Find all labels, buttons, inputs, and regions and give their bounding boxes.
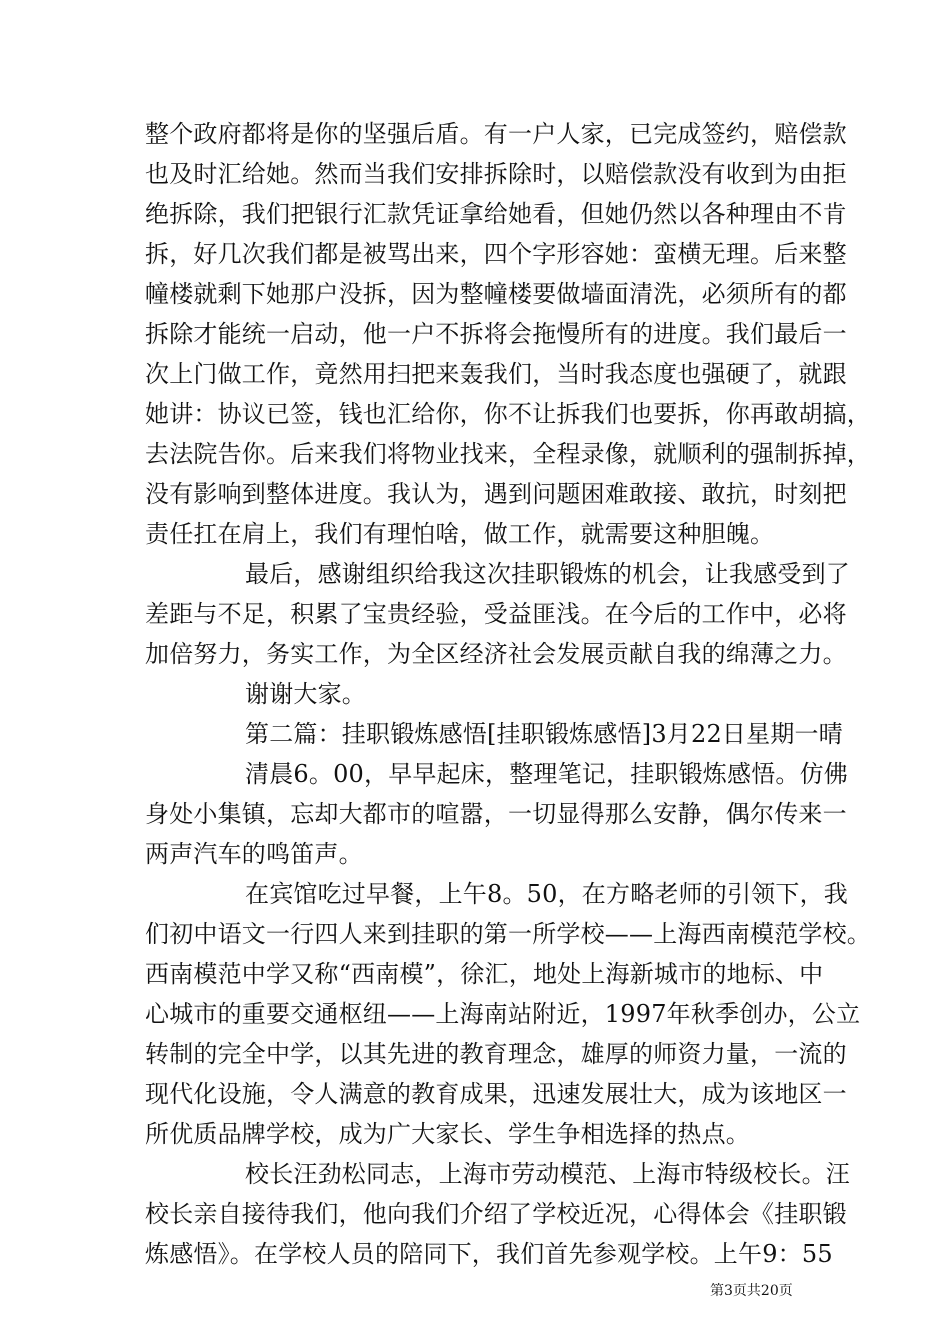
text-line: 拆，好几次我们都是被骂出来，四个字形容她：蛮横无理。后来整 bbox=[145, 240, 847, 268]
text-line: 拆除才能统一启动，他一户不拆将会拖慢所有的进度。我们最后一 bbox=[145, 320, 847, 348]
text-line: 现代化设施，令人满意的教育成果，迅速发展壮大，成为该地区一 bbox=[145, 1080, 847, 1108]
text-line: 炼感悟》。在学校人员的陪同下，我们首先参观学校。上午9：55 bbox=[145, 1240, 833, 1268]
text-line: 们初中语文一行四人来到挂职的第一所学校——上海西南模范学校。 bbox=[145, 920, 871, 948]
text-line: 校长亲自接待我们，他向我们介绍了学校近况，心得体会《挂职锻 bbox=[145, 1200, 847, 1228]
paragraph-start-line: 在宾馆吃过早餐，上午8。50，在方略老师的引领下，我 bbox=[245, 880, 849, 908]
text-line: 心城市的重要交通枢纽——上海南站附近，1997年秋季创办，公立 bbox=[145, 1000, 861, 1028]
text-line: 身处小集镇，忘却大都市的喧嚣，一切显得那么安静，偶尔传来一 bbox=[145, 800, 847, 828]
text-line: 西南模范中学又称“西南模”，徐汇，地处上海新城市的地标、中 bbox=[145, 960, 824, 988]
text-line: 差距与不足，积累了宝贵经验，受益匪浅。在今后的工作中，必将 bbox=[145, 600, 847, 628]
text-line: 没有影响到整体进度。我认为，遇到问题困难敢接、敢抗，时刻把 bbox=[145, 480, 847, 508]
text-line: 转制的完全中学，以其先进的教育理念，雄厚的师资力量，一流的 bbox=[145, 1040, 847, 1068]
paragraph-start-line: 清晨6。00，早早起床，整理笔记，挂职锻炼感悟。仿佛 bbox=[245, 760, 849, 788]
paragraph-start-line: 校长汪劲松同志，上海市劳动模范、上海市特级校长。汪 bbox=[245, 1160, 850, 1188]
page-footer: 第3页共20页 bbox=[710, 1283, 793, 1299]
text-line: 加倍努力，务实工作，为全区经济社会发展贡献自我的绵薄之力。 bbox=[145, 640, 847, 668]
text-line: 次上门做工作，竟然用扫把来轰我们，当时我态度也强硬了，就跟 bbox=[145, 360, 847, 388]
text-line: 责任扛在肩上，我们有理怕啥，做工作，就需要这种胆魄。 bbox=[145, 520, 775, 548]
text-line: 也及时汇给她。然而当我们安排拆除时，以赔偿款没有收到为由拒 bbox=[145, 160, 847, 188]
text-line: 幢楼就剩下她那户没拆，因为整幢楼要做墙面清洗，必须所有的都 bbox=[145, 280, 847, 308]
text-line: 所优质品牌学校，成为广大家长、学生争相选择的热点。 bbox=[145, 1120, 750, 1148]
section-heading-line: 第二篇：挂职锻炼感悟[挂职锻炼感悟]3月22日星期一晴 bbox=[245, 720, 843, 748]
text-line: 去法院告你。后来我们将物业找来，全程录像，就顺利的强制拆掉， bbox=[145, 440, 871, 468]
paragraph-start-line: 最后，感谢组织给我这次挂职锻炼的机会，让我感受到了 bbox=[245, 560, 850, 588]
text-line: 两声汽车的鸣笛声。 bbox=[145, 840, 363, 868]
text-line: 她讲：协议已签，钱也汇给你，你不让拆我们也要拆，你再敢胡搞， bbox=[145, 400, 871, 428]
paragraph-start-line: 谢谢大家。 bbox=[245, 680, 366, 708]
text-line: 整个政府都将是你的坚强后盾。有一户人家，已完成签约，赔偿款 bbox=[145, 120, 847, 148]
text-line: 绝拆除，我们把银行汇款凭证拿给她看，但她仍然以各种理由不肯 bbox=[145, 200, 847, 228]
